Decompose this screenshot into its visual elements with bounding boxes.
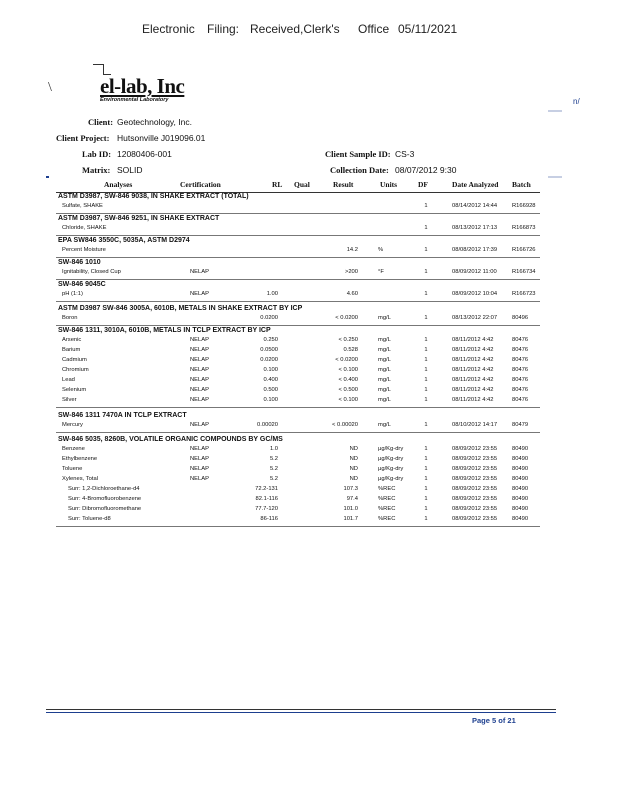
section-title: SW-846 1010 — [58, 259, 101, 266]
footer-rule — [46, 709, 556, 710]
side-mark: n/ — [573, 97, 580, 106]
cell-rl: 5.2 — [269, 466, 278, 472]
cell-batch: 80490 — [512, 496, 529, 502]
col-units: Units — [380, 180, 398, 189]
cell-units: %REC — [378, 486, 396, 492]
section-title: SW-846 1311 7470A IN TCLP EXTRACT — [58, 412, 187, 419]
cell-result: < 0.00020 — [332, 422, 358, 428]
cell-date: 08/11/2012 4:42 — [452, 337, 494, 343]
cell-result: < 0.0200 — [335, 315, 358, 321]
cell-certification: NELAP — [190, 337, 210, 343]
client-label: Client: — [88, 117, 114, 127]
cell-rl: 72.2-131 — [255, 486, 278, 492]
cell-certification: NELAP — [190, 397, 210, 403]
cell-batch: 80476 — [512, 387, 529, 393]
cell-rl: 0.500 — [263, 387, 278, 393]
stamp-received: Received,Clerk's — [250, 22, 340, 36]
section-rule — [56, 235, 540, 236]
cell-batch: 80490 — [512, 466, 529, 472]
cell-date: 08/09/2012 23:55 — [452, 496, 498, 502]
col-qual: Qual — [294, 180, 310, 189]
cell-date: 08/09/2012 11:00 — [452, 269, 497, 275]
cell-result: < 0.250 — [338, 337, 358, 343]
cell-rl: 82.1-116 — [255, 496, 278, 502]
stamp-electronic: Electronic — [142, 22, 195, 36]
company-logo — [100, 74, 184, 103]
cell-df: 1 — [424, 347, 428, 353]
cell-df: 1 — [424, 476, 428, 482]
scan-dot — [46, 176, 49, 178]
project-label: Client Project: — [56, 133, 110, 143]
collection-label: Collection Date: — [330, 165, 389, 175]
cell-units: °F — [378, 269, 384, 275]
section-rule — [56, 213, 540, 214]
cell-df: 1 — [424, 367, 428, 373]
cell-date: 08/09/2012 23:55 — [452, 476, 498, 482]
cell-rl: 0.0200 — [260, 315, 278, 321]
cell-rl: 86-116 — [260, 516, 278, 522]
labid-value: 12080406-001 — [117, 149, 172, 159]
cell-batch: 80490 — [512, 446, 529, 452]
cell-analyte: Surr: Dibromofluoromethane — [68, 506, 142, 512]
cell-units: µg/Kg-dry — [378, 476, 404, 482]
cell-result: ND — [349, 476, 358, 482]
cell-units: % — [378, 247, 384, 253]
cell-units: µg/Kg-dry — [378, 456, 404, 462]
cell-analyte: Boron — [62, 315, 78, 321]
sample-value: CS-3 — [395, 149, 415, 159]
cell-units: %REC — [378, 516, 396, 522]
cell-df: 1 — [424, 486, 428, 492]
stamp-date: 05/11/2021 — [398, 22, 458, 36]
cell-rl: 0.400 — [263, 377, 278, 383]
cell-analyte: Ethylbenzene — [62, 456, 98, 462]
cell-units: mg/L — [378, 337, 391, 343]
cell-certification: NELAP — [190, 357, 210, 363]
cell-certification: NELAP — [190, 456, 210, 462]
cell-analyte: Mercury — [62, 422, 83, 428]
section-rule — [56, 301, 540, 302]
cell-certification: NELAP — [190, 387, 210, 393]
cell-certification: NELAP — [190, 347, 210, 353]
cell-batch: 80476 — [512, 337, 529, 343]
project-value: Hutsonville J019096.01 — [117, 133, 206, 143]
cell-df: 1 — [424, 446, 428, 452]
cell-result: < 0.500 — [338, 387, 358, 393]
cell-analyte: Percent Moisture — [62, 247, 106, 253]
cell-date: 08/10/2012 14:17 — [452, 422, 498, 428]
cell-date: 08/11/2012 4:42 — [452, 387, 494, 393]
cell-analyte: Chromium — [62, 367, 89, 373]
cell-df: 1 — [424, 496, 428, 502]
logo-tagline: Environmental Laboratory — [100, 97, 169, 103]
cell-rl: 0.0200 — [260, 357, 278, 363]
cell-batch: 80479 — [512, 422, 529, 428]
cell-certification: NELAP — [190, 367, 210, 373]
cell-analyte: Arsenic — [62, 337, 82, 343]
section-title: SW-846 5035, 8260B, VOLATILE ORGANIC COMPOUNDS BY GC/MS — [58, 436, 283, 443]
cell-certification: NELAP — [190, 476, 210, 482]
stamp-filing: Filing: — [207, 22, 240, 36]
cell-analyte: Surr: 1,2-Dichloroethane-d4 — [68, 486, 140, 492]
cell-units: mg/L — [378, 357, 391, 363]
cell-rl: 1.0 — [269, 446, 278, 452]
cell-rl: 0.250 — [263, 337, 278, 343]
cell-batch: 80476 — [512, 367, 529, 373]
cell-analyte: Toluene — [62, 466, 83, 472]
cell-result: < 0.100 — [338, 397, 358, 403]
cell-batch: R166928 — [512, 203, 536, 209]
cell-result: 101.7 — [343, 516, 358, 522]
cell-result: 107.3 — [343, 486, 358, 492]
cell-date: 08/11/2012 4:42 — [452, 347, 494, 353]
cell-result: 14.2 — [346, 247, 358, 253]
cell-result: < 0.100 — [338, 367, 358, 373]
cell-batch: R166873 — [512, 225, 536, 231]
cell-df: 1 — [424, 269, 428, 275]
section-rule — [56, 432, 540, 433]
cell-date: 08/08/2012 17:39 — [452, 247, 498, 253]
cell-rl: 0.0500 — [260, 347, 278, 353]
cell-analyte: Benzene — [62, 446, 85, 452]
col-analyses: Analyses — [104, 180, 133, 189]
cell-df: 1 — [424, 422, 428, 428]
col-date: Date Analyzed — [452, 180, 499, 189]
section-rule — [56, 407, 540, 408]
cell-certification: NELAP — [190, 466, 210, 472]
scan-mark — [93, 64, 103, 65]
cell-df: 1 — [424, 225, 428, 231]
section-title: ASTM D3987, SW-846 9038, IN SHAKE EXTRACT (TOTAL) — [58, 193, 249, 200]
cell-batch: R166734 — [512, 269, 536, 275]
sample-label: Client Sample ID: — [325, 149, 391, 159]
footer-rule-blue — [46, 712, 556, 713]
cell-units: %REC — [378, 506, 396, 512]
matrix-label: Matrix: — [82, 165, 111, 175]
cell-units: %REC — [378, 496, 396, 502]
cell-rl: 77.7-120 — [255, 506, 278, 512]
cell-df: 1 — [424, 387, 428, 393]
section-title: ASTM D3987 SW-846 3005A, 6010B, METALS IN SHAKE EXTRACT BY ICP — [58, 305, 303, 312]
cell-units: mg/L — [378, 367, 391, 373]
stamp-office: Office — [358, 22, 390, 36]
cell-batch: 80490 — [512, 486, 529, 492]
cell-result: ND — [349, 446, 358, 452]
client-value: Geotechnology, Inc. — [117, 117, 192, 127]
cell-analyte: Silver — [62, 397, 77, 403]
cell-result: < 0.400 — [338, 377, 358, 383]
cell-df: 1 — [424, 377, 428, 383]
cell-batch: 80476 — [512, 347, 529, 353]
cell-rl: 0.00020 — [257, 422, 278, 428]
cell-batch: 80476 — [512, 397, 529, 403]
cell-date: 08/11/2012 4:42 — [452, 367, 494, 373]
section-title: ASTM D3987, SW-846 9251, IN SHAKE EXTRACT — [58, 215, 220, 222]
col-batch: Batch — [512, 180, 531, 189]
cell-rl: 0.100 — [263, 397, 278, 403]
cell-df: 1 — [424, 315, 428, 321]
cell-df: 1 — [424, 456, 428, 462]
cell-analyte: Lead — [62, 377, 75, 383]
cell-date: 08/09/2012 23:55 — [452, 446, 498, 452]
section-title: SW-846 9045C — [58, 281, 106, 288]
side-scan-mark — [548, 176, 562, 178]
cell-batch: 80496 — [512, 315, 529, 321]
cell-date: 08/13/2012 22:07 — [452, 315, 498, 321]
col-df: DF — [418, 180, 428, 189]
cell-rl: 1.00 — [266, 291, 278, 297]
page-number: Page 5 of 21 — [472, 716, 516, 725]
cell-date: 08/09/2012 10:04 — [452, 291, 498, 297]
cell-date: 08/11/2012 4:42 — [452, 397, 494, 403]
matrix-value: SOLID — [117, 165, 143, 175]
cell-result: >200 — [344, 269, 358, 275]
cell-result: 101.0 — [343, 506, 358, 512]
section-rule — [56, 257, 540, 258]
cell-units: µg/Kg-dry — [378, 446, 404, 452]
cell-units: mg/L — [378, 422, 391, 428]
cell-analyte: Ignitability, Closed Cup — [62, 269, 121, 275]
section-title: EPA SW846 3550C, 5035A, ASTM D2974 — [58, 237, 190, 244]
col-rl: RL — [272, 180, 283, 189]
cell-date: 08/13/2012 17:13 — [452, 225, 498, 231]
cell-df: 1 — [424, 203, 428, 209]
cell-rl: 5.2 — [269, 476, 278, 482]
cell-result: 4.60 — [346, 291, 358, 297]
cell-analyte: Sulfate, SHAKE — [62, 203, 103, 209]
cell-certification: NELAP — [190, 291, 210, 297]
col-result: Result — [333, 180, 354, 189]
cell-certification: NELAP — [190, 377, 210, 383]
section-title: SW-846 1311, 3010A, 6010B, METALS IN TCLP EXTRACT BY ICP — [58, 327, 271, 334]
cell-certification: NELAP — [190, 446, 210, 452]
cell-units: mg/L — [378, 315, 391, 321]
cell-rl: 5.2 — [269, 456, 278, 462]
cell-analyte: Barium — [62, 347, 81, 353]
section-rule — [56, 325, 540, 326]
cell-df: 1 — [424, 357, 428, 363]
cell-result: 97.4 — [346, 496, 358, 502]
cell-date: 08/09/2012 23:55 — [452, 506, 498, 512]
cell-result: < 0.0200 — [335, 357, 358, 363]
cell-units: mg/L — [378, 347, 391, 353]
cell-batch: R166723 — [512, 291, 536, 297]
cell-analyte: Cadmium — [62, 357, 87, 363]
cell-df: 1 — [424, 291, 428, 297]
scan-tick: \ — [48, 80, 52, 95]
cell-units: mg/L — [378, 387, 391, 393]
cell-analyte: Chloride, SHAKE — [62, 225, 107, 231]
cell-result: 0.528 — [343, 347, 358, 353]
cell-df: 1 — [424, 516, 428, 522]
cell-df: 1 — [424, 397, 428, 403]
cell-certification: NELAP — [190, 422, 210, 428]
collection-value: 08/07/2012 9:30 — [395, 165, 457, 175]
cell-batch: 80490 — [512, 476, 529, 482]
cell-date: 08/09/2012 23:55 — [452, 466, 498, 472]
cell-date: 08/09/2012 23:55 — [452, 456, 498, 462]
cell-date: 08/14/2012 14:44 — [452, 203, 498, 209]
cell-result: ND — [349, 456, 358, 462]
cell-date: 08/11/2012 4:42 — [452, 377, 494, 383]
scan-mark — [103, 64, 104, 74]
cell-df: 1 — [424, 466, 428, 472]
labid-label: Lab ID: — [82, 149, 112, 159]
cell-batch: R166726 — [512, 247, 536, 253]
cell-units: µg/Kg-dry — [378, 466, 404, 472]
cell-date: 08/09/2012 23:55 — [452, 516, 498, 522]
cell-batch: 80490 — [512, 516, 529, 522]
logo-name: el-lab, Inc — [100, 74, 185, 98]
side-scan-mark — [548, 110, 562, 112]
cell-date: 08/09/2012 23:55 — [452, 486, 498, 492]
cell-result: ND — [349, 466, 358, 472]
cell-certification: NELAP — [190, 269, 210, 275]
cell-batch: 80490 — [512, 506, 529, 512]
col-certification: Certification — [180, 180, 221, 189]
cell-batch: 80476 — [512, 377, 529, 383]
section-rule — [56, 279, 540, 280]
cell-units: mg/L — [378, 377, 391, 383]
cell-date: 08/11/2012 4:42 — [452, 357, 494, 363]
cell-batch: 80476 — [512, 357, 529, 363]
cell-units: mg/L — [378, 397, 391, 403]
cell-analyte: Xylenes, Total — [62, 476, 98, 482]
cell-df: 1 — [424, 506, 428, 512]
section-rule — [56, 526, 540, 527]
cell-df: 1 — [424, 247, 428, 253]
cell-analyte: Selenium — [62, 387, 87, 393]
cell-rl: 0.100 — [263, 367, 278, 373]
cell-df: 1 — [424, 337, 428, 343]
cell-analyte: pH (1:1) — [62, 291, 83, 297]
cell-analyte: Surr: 4-Bromofluorobenzene — [68, 496, 142, 502]
cell-batch: 80490 — [512, 456, 529, 462]
cell-analyte: Surr: Toluene-d8 — [68, 516, 111, 522]
